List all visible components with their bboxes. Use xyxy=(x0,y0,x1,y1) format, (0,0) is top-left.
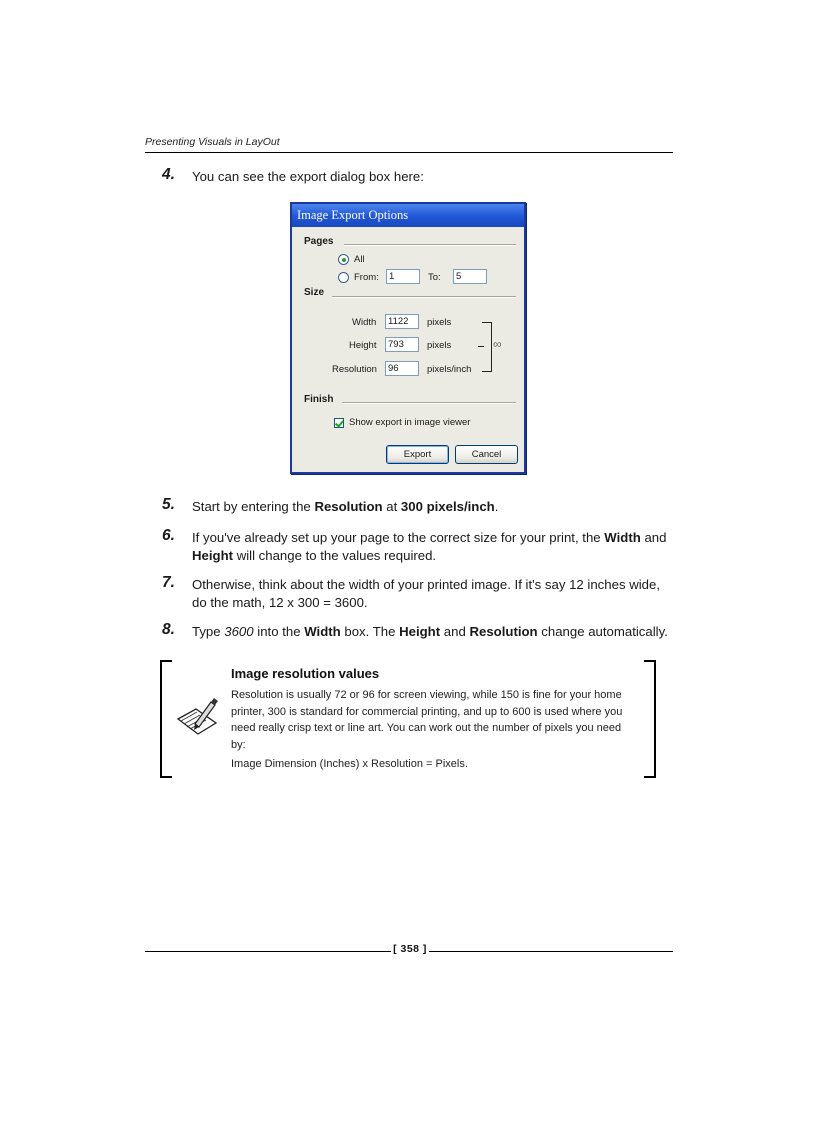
note-bracket-left xyxy=(160,660,172,778)
text-run: and xyxy=(640,530,667,545)
to-label: To: xyxy=(428,272,441,283)
cancel-button[interactable]: Cancel xyxy=(455,445,518,464)
size-section-label: Size xyxy=(304,287,325,298)
text-run: You can see the export dialog box here: xyxy=(192,169,424,184)
divider xyxy=(344,244,516,246)
constraint-tick xyxy=(478,346,484,347)
step-number: 6. xyxy=(162,527,175,544)
running-title: Presenting Visuals in LayOut xyxy=(145,136,280,148)
bold-term: 300 pixels/inch xyxy=(400,499,495,514)
text-run: change automatically. xyxy=(537,624,668,639)
resolution-label: Resolution xyxy=(332,364,377,375)
chain-link-icon[interactable]: ∞ xyxy=(493,337,502,351)
bold-term: Resolution xyxy=(469,624,538,639)
resolution-unit: pixels/inch xyxy=(427,364,472,375)
text-run: and xyxy=(440,624,470,639)
text-run: into the xyxy=(253,624,305,639)
finish-section-label: Finish xyxy=(304,394,334,405)
note-title: Image resolution values xyxy=(231,666,380,681)
width-label: Width xyxy=(352,317,377,328)
show-export-label: Show export in image viewer xyxy=(349,417,471,428)
step-text xyxy=(192,623,672,641)
constraint-bracket xyxy=(482,322,492,372)
all-pages-label: All xyxy=(354,254,365,265)
step-number: 7. xyxy=(162,574,175,591)
width-input[interactable]: 1122 xyxy=(385,314,419,329)
height-unit: pixels xyxy=(427,340,452,351)
show-export-checkbox[interactable] xyxy=(334,418,344,428)
page-range-radio[interactable] xyxy=(338,272,349,283)
pages-section-label: Pages xyxy=(304,236,334,247)
footer-rule-left xyxy=(145,951,391,952)
to-page-input[interactable]: 5 xyxy=(453,269,487,284)
step-text xyxy=(192,498,672,516)
resolution-input[interactable]: 96 xyxy=(385,361,419,376)
text-run: Type xyxy=(192,624,225,639)
running-header xyxy=(145,136,673,153)
divider xyxy=(332,296,516,298)
page-number: [ 358 ] xyxy=(393,943,427,955)
width-unit: pixels xyxy=(427,317,452,328)
note-text: Resolution is usually 72 or 96 for screen viewing, while 150 is fine for your home printer, 300 is standard for commercial printing, and up to 600 is used where you need really crisp text or line art. You can work out the number of pixels you need by: xyxy=(231,689,623,751)
export-button[interactable]: Export xyxy=(386,445,449,464)
text-run: will change to the values required. xyxy=(233,547,437,563)
bold-term: Width xyxy=(604,530,641,545)
bold-term: Resolution xyxy=(314,499,383,514)
step-text xyxy=(192,529,672,564)
text-run: Otherwise, think about the width of your printed image. If it's say 12 inches wide, do the math, 12 x 300 = 3600. xyxy=(192,577,660,610)
footer-rule-right xyxy=(429,951,673,952)
from-page-input[interactable]: 1 xyxy=(386,269,420,284)
text-run: at xyxy=(382,499,401,514)
from-label: From: xyxy=(354,272,379,283)
text-run: . xyxy=(494,499,499,514)
step-text xyxy=(192,576,672,611)
image-export-dialog xyxy=(290,202,526,474)
bold-term: Height xyxy=(399,624,441,639)
all-pages-radio[interactable] xyxy=(338,254,349,265)
height-label: Height xyxy=(349,340,377,351)
step-number: 5. xyxy=(162,496,175,513)
note-pencil-icon xyxy=(175,697,221,737)
step-text xyxy=(192,168,672,186)
dialog-title: Image Export Options xyxy=(292,204,524,227)
text-run: If you've already set up your page to the correct size for your print, the xyxy=(192,530,605,545)
bold-term: Height xyxy=(192,547,234,563)
text-run: Start by entering the xyxy=(192,499,315,514)
note-formula: Image Dimension (Inches) x Resolution = Pixels. xyxy=(231,758,468,770)
height-input[interactable]: 793 xyxy=(385,337,419,352)
italic-term: 3600 xyxy=(224,624,254,639)
step-number: 8. xyxy=(162,621,175,638)
text-run: box. The xyxy=(340,624,400,639)
note-bracket-right xyxy=(644,660,656,778)
note-body xyxy=(231,687,631,776)
step-number: 4. xyxy=(162,166,175,183)
bold-term: Width xyxy=(304,624,341,639)
divider xyxy=(342,402,516,404)
